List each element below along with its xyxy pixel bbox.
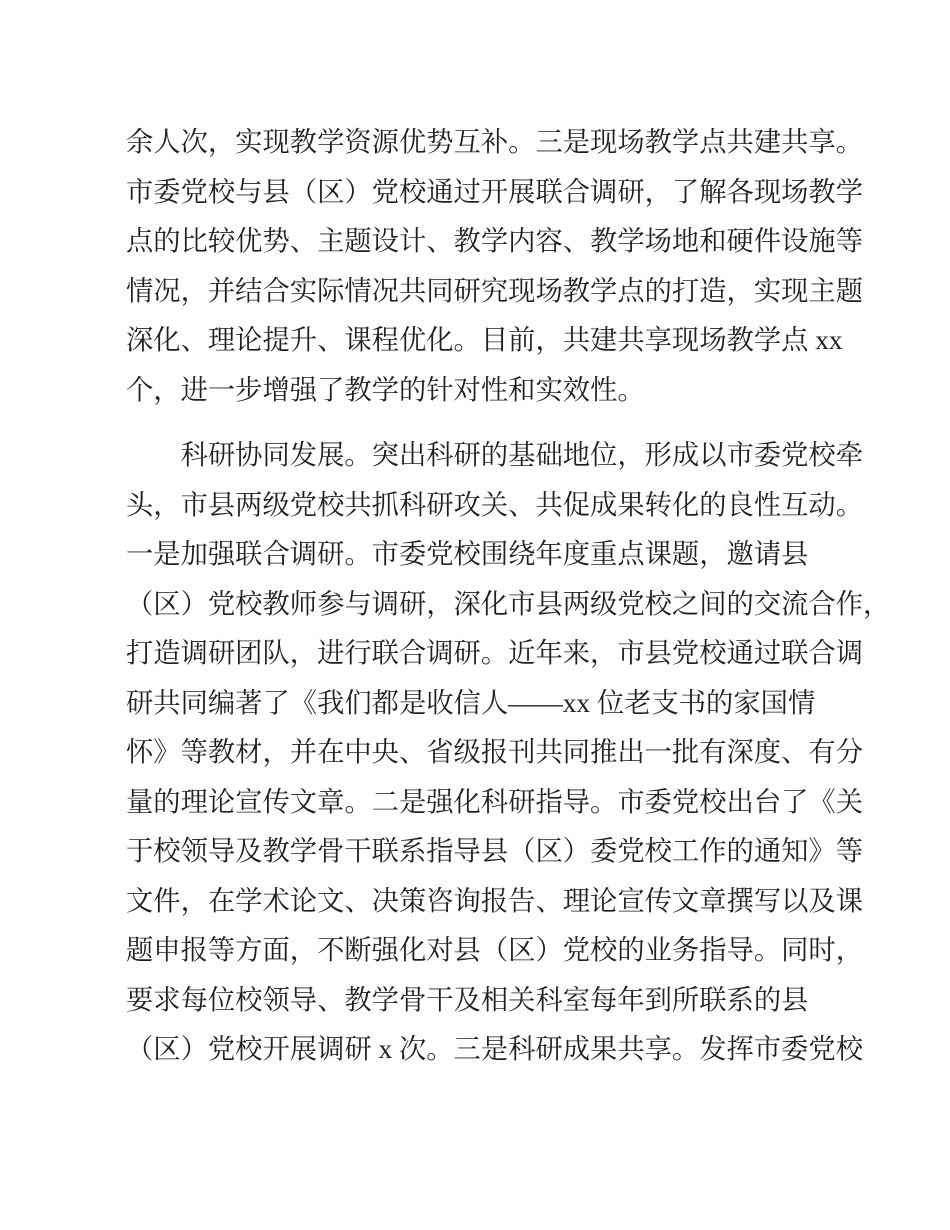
text-line: 一是加强联合调研。市委党校围绕年度重点课题，邀请县: [126, 539, 809, 569]
text-body: [126, 118, 891, 1075]
text-line: 头，市县两级党校共抓科研攻关、共促成果转化的良性互动。: [126, 489, 864, 520]
text-line: 个，进一步增强了教学的针对性和实效性。: [126, 374, 645, 405]
text-line: （区）党校开展调研 x 次。三是科研成果共享。发挥市委党校: [126, 1034, 864, 1064]
text-line: 打造调研团队，进行联合调研。近年来，市县党校通过联合调: [126, 638, 864, 668]
paragraph: [126, 118, 863, 415]
text-line: 于校领导及教学骨干联系指导县（区）委党校工作的通知》等: [126, 836, 864, 866]
text-line: 题申报等方面，不断强化对县（区）党校的业务指导。同时，: [126, 935, 864, 965]
text-line: 要求每位校领导、教学骨干及相关科室每年到所联系的县: [126, 984, 809, 1015]
text-line: 情况，并结合实际情况共同研究现场教学点的打造，实现主题: [126, 275, 864, 306]
text-line: 怀》等教材，并在中央、省级报刊共同推出一批有深度、有分: [126, 737, 864, 767]
text-line: 研共同编著了《我们都是收信人——xx 位老支书的家国情: [126, 687, 816, 718]
text-line: 点的比较优势、主题设计、教学内容、教学场地和硬件设施等: [126, 226, 864, 256]
text-line: 余人次，实现教学资源优势互补。三是现场教学点共建共享。: [126, 127, 864, 157]
text-line: （区）党校教师参与调研，深化市县两级党校之间的交流合作，: [126, 588, 891, 619]
text-line: 市委党校与县（区）党校通过开展联合调研，了解各现场教学: [126, 176, 864, 207]
text-line: 科研协同发展。突出科研的基础地位，形成以市委党校牵: [180, 440, 864, 470]
text-line: 量的理论宣传文章。二是强化科研指导。市委党校出台了《关: [126, 786, 864, 817]
text-line: 文件，在学术论文、决策咨询报告、理论宣传文章撰写以及课: [126, 885, 864, 916]
text-line: 深化、理论提升、课程优化。目前，共建共享现场教学点 xx: [126, 325, 843, 355]
paragraph: [126, 431, 891, 1075]
